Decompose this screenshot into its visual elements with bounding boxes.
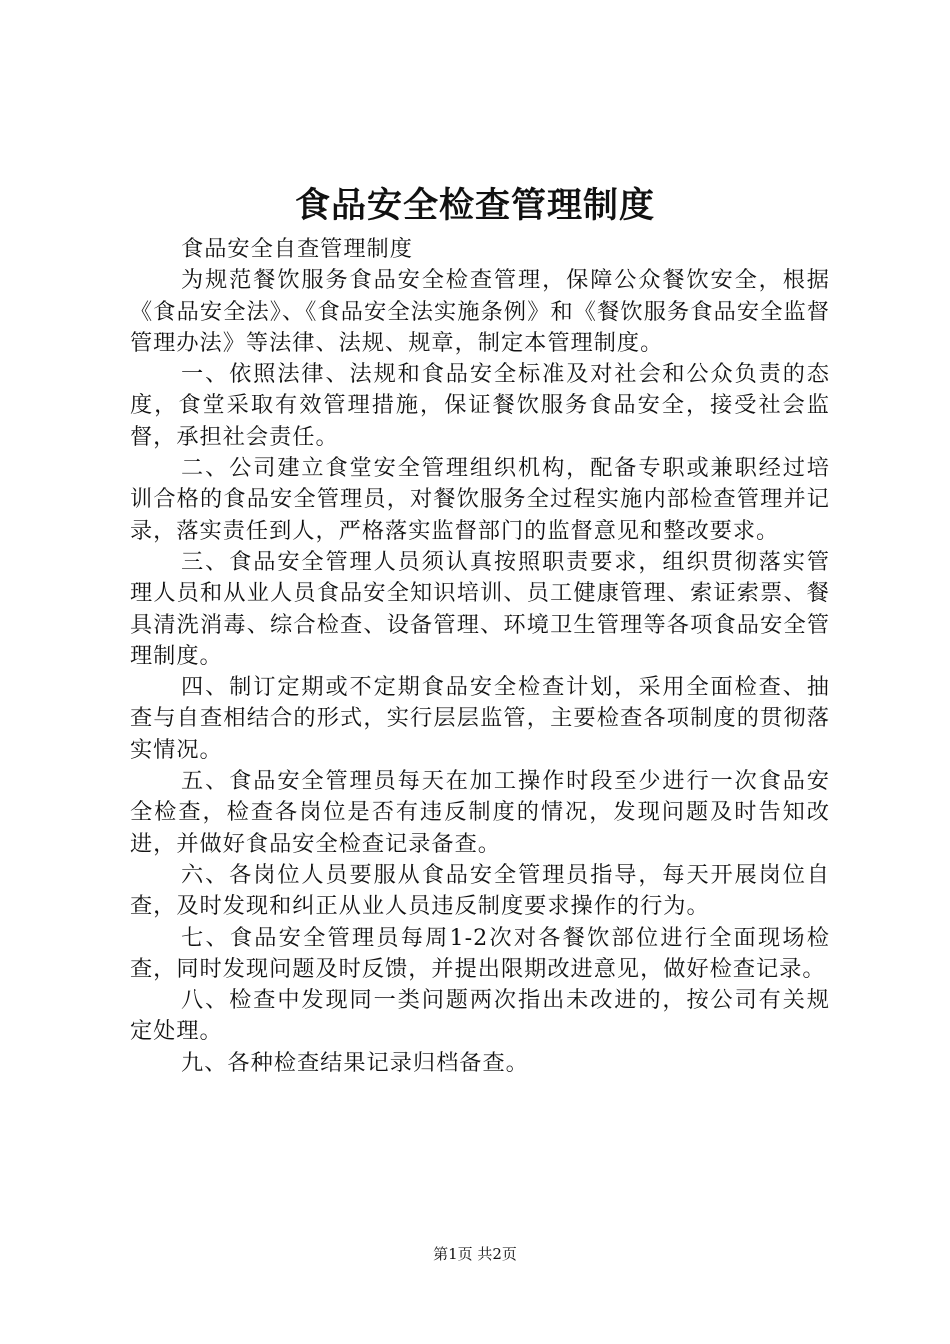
paragraph-item-2: 二、公司建立食堂安全管理组织机构，配备专职或兼职经过培训合格的食品安全管理员，对餐饮服务全过程实施内部检查管理并记录，落实责任到人，严格落实监督部门的监督意见和整改要求。 — [130, 455, 830, 544]
paragraph-subtitle: 食品安全自查管理制度 — [181, 236, 413, 262]
paragraph-item-8: 八、检查中发现同一类问题两次指出未改进的，按公司有关规定处理。 — [130, 987, 830, 1045]
document-body — [130, 234, 830, 1079]
paragraph-item-6: 六、各岗位人员要服从食品安全管理员指导，每天开展岗位自查，及时发现和纠正从业人员违反制度要求操作的行为。 — [130, 861, 830, 920]
paragraph-item-7: 七、食品安全管理员每周1-2次对各餐饮部位进行全面现场检查，同时发现问题及时反馈，并提出限期改进意见，做好检查记录。 — [130, 924, 830, 982]
page-title: 食品安全检查管理制度 — [294, 185, 655, 226]
paragraph-item-3: 三、食品安全管理人员须认真按照职责要求，组织贯彻落实管理人员和从业人员食品安全知识培训、员工健康管理、索证索票、餐具清洗消毒、综合检查、设备管理、环境卫生管理等各项食品安全管理制度。 — [130, 548, 830, 669]
paragraph-item-9: 九、各种检查结果记录归档备查。 — [181, 1049, 529, 1076]
paragraph-item-5: 五、食品安全管理员每天在加工操作时段至少进行一次食品安全检查，检查各岗位是否有违反制度的情况，发现问题及时告知改进，并做好食品安全检查记录备查。 — [130, 768, 830, 857]
paragraph-item-4: 四、制订定期或不定期食品安全检查计划，采用全面检查、抽查与自查相结合的形式，实行层层监管，主要检查各项制度的贯彻落实情况。 — [130, 674, 830, 763]
paragraph-preamble: 为规范餐饮服务食品安全检查管理，保障公众餐饮安全，根据《食品安全法》、《食品安全法实施条例》和《餐饮服务食品安全监督管理办法》等法律、法规、规章，制定本管理制度。 — [130, 267, 830, 356]
page-footer: 第1页 共2页 — [433, 1245, 517, 1263]
paragraph-item-1: 一、依照法律、法规和食品安全标准及对社会和公众负责的态度，食堂采取有效管理措施，保证餐饮服务食品安全，接受社会监督，承担社会责任。 — [130, 361, 830, 450]
